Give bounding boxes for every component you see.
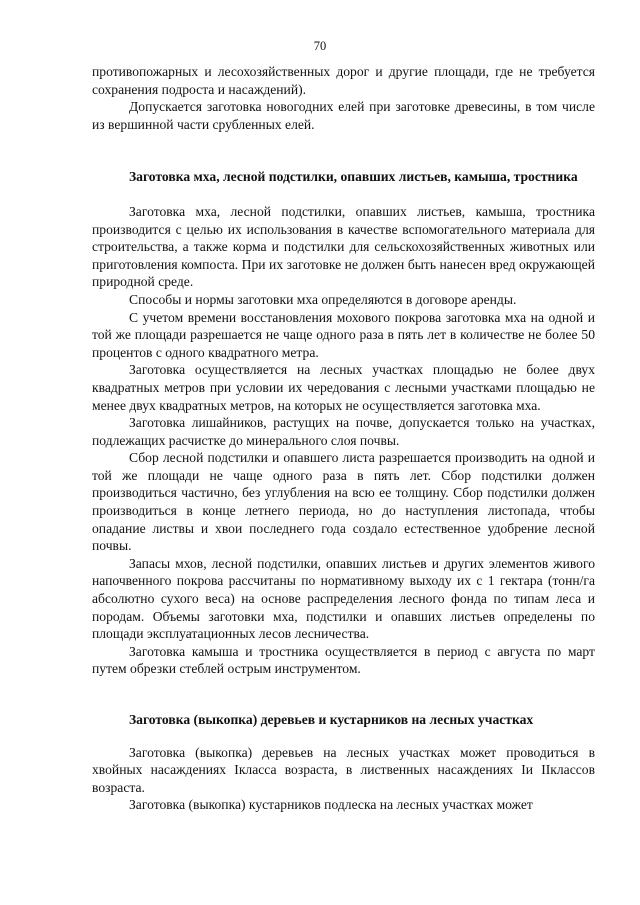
paragraph-moss-methods: Способы и нормы заготовки мха определяются в договоре аренды. [129,291,517,307]
paragraph-lichens: Заготовка лишайников, растущих на почве, допускается только на участках, подлежащих расчистке до минерального слоя почвы. [92,415,595,448]
section-heading-moss: Заготовка мха, лесной подстилки, опавших листьев, камыша, тростника [129,169,578,185]
paragraph-litter-collection: Сбор лесной подстилки и опавшего листа разрешается производить на одной и той же площади не чаще одного раза в пять лет. Сбор подстилки должен производиться частично, без углубления на всю ее толщину. Сбор подстилки должен производиться в конце летнего периода, но до наступления листопада, чтобы опадание листвы и хвои последнего года создало естественное удобрение лесной почвы. [92,450,595,554]
section-spacer [92,729,595,744]
page-number: 70 [313,39,327,53]
paragraph-moss-frequency: С учетом времени восстановления мохового покрова заготовка мха на одной и той же площади разрешается не чаще одного раза в пять лет в количестве не более 50 процентов с одного квадратного метра. [92,309,595,360]
paragraph-shrubs-digging: Заготовка (выкопка) кустарников подлеска на лесных участках может [129,797,533,813]
section-spacer [92,133,595,168]
section-spacer [92,678,595,711]
paragraph-reserves: Запасы мхов, лесной подстилки, опавших листьев и других элементов живого напочвенного покрова рассчитаны по нормативному выходу их с 1 гектара (тонн/га абсолютно сухого веса) на основе распределения лесного фонда по типам леса и породам. Объемы заготовки мха, подстилки и опавших листьев определены по площади эксплуатационных лесов лесничества. [92,555,595,642]
section-spacer [92,186,595,203]
paragraph-moss-purpose: Заготовка мха, лесной подстилки, опавших листьев, камыша, тростника производится с целью их использования в качестве вспомогательного материала для строительства, а также корма и подстилки для сельскохозяйственных животных или приготовления компоста. При их заготовке не должен быть нанесен вред окружающей природной среде. [92,203,595,290]
paragraph-continuation: противопожарных и лесохозяйственных дорог и другие площади, где не требуется сохранения подроста и насаждений). [92,64,595,97]
paragraph-moss-areas: Заготовка осуществляется на лесных участках площадью не более двух квадратных метров при условии их чередования с лесными участками площадью не менее двух квадратных метров, на которых не осуществляется заготовка мха. [92,362,595,413]
paragraph-new-year-trees: Допускается заготовка новогодних елей при заготовке древесины, в том числе из вершинной части срубленных елей. [92,99,595,132]
paragraph-trees-digging: Заготовка (выкопка) деревьев на лесных участках может проводиться в хвойных насаждениях Iкласса возраста, в лиственных насаждениях Iи IIклассов возраста. [92,744,595,795]
paragraph-reed: Заготовка камыша и тростника осуществляется в период с августа по март путем обрезки стеблей острым инструментом. [92,643,595,677]
page-body [92,63,595,814]
section-heading-trees: Заготовка (выкопка) деревьев и кустарников на лесных участках [129,712,534,727]
